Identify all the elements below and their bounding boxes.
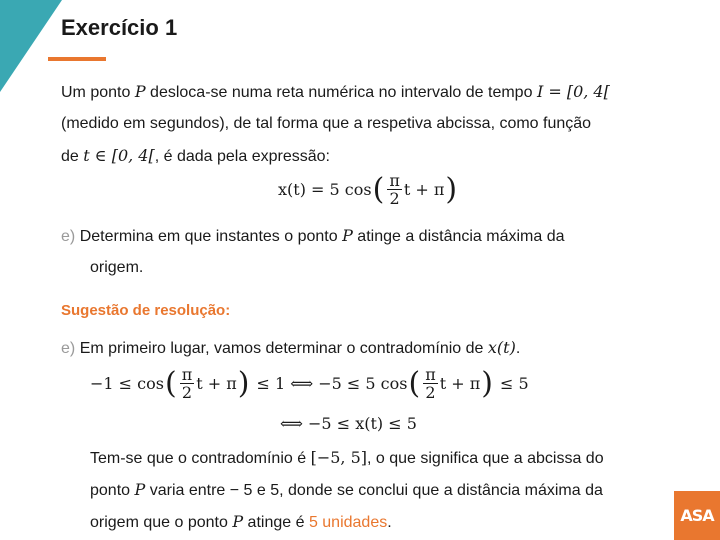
fraction: $\frac{\pi}{2}$ [389, 171, 400, 208]
answer-value: 5 unidades [308, 514, 388, 531]
expression-x-of-t: x(t) = 5 cos ( $\frac{\pi}{2}$ t + π ) [278, 171, 458, 208]
conclusion-line-1: Tem-se que o contradomínio é [−5, 5], o que significa que a abcissa do [90, 448, 604, 467]
problem-line-3: de t ∈ [0, 4[, é dada pela expressão: [61, 146, 330, 165]
inequality-line-2: ⟺ −5 ≤ x(t) ≤ 5 [280, 414, 417, 433]
part-e-question-cont: origem. [90, 259, 144, 276]
fraction: $\frac{\pi}{2}$ [425, 365, 436, 402]
conclusion-line-3: origem que o ponto P atinge é 5 unidades. [90, 512, 392, 531]
solution-heading: Sugestão de resolução: [61, 302, 231, 319]
fraction: $\frac{\pi}{2}$ [181, 365, 193, 402]
brand-logo: ASA [674, 491, 720, 540]
slide-title: Exercício 1 [61, 15, 178, 40]
problem-line-2: (medido em segundos), de tal forma que a respetiva abcissa, como função [61, 115, 592, 132]
part-e-question: e) Determina em que instantes o ponto P atinge a distância máxima da [61, 226, 565, 245]
title-underline [48, 57, 106, 61]
solution-intro: e) Em primeiro lugar, vamos determinar o contradomínio de x(t). [61, 338, 521, 357]
conclusion-line-2: ponto P varia entre − 5 e 5, donde se conclui que a distância máxima da [90, 480, 603, 499]
inequality-line-1: −1 ≤ cos ( $\frac{\pi}{2}$ t + π ) ≤ 1 ⟺ −5 ≤ 5 cos ( $\frac{\pi}{2}$ t + π ) ≤ 5 [90, 365, 529, 402]
problem-line-1: Um ponto P desloca-se numa reta numérica no intervalo de tempo I = [0, 4[ [61, 82, 610, 101]
corner-decoration [0, 0, 62, 92]
